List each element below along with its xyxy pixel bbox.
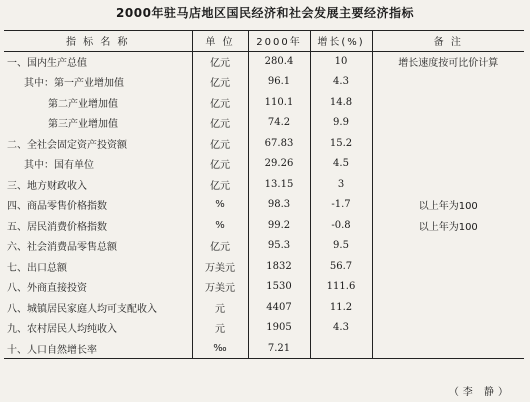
unit-cell: 亿元 — [192, 174, 248, 195]
growth-cell: -0.8 — [310, 215, 372, 236]
value-cell: 280.4 — [248, 51, 310, 72]
table-row — [4, 72, 524, 93]
header-indicator-name: 指 标 名 称 — [4, 31, 192, 52]
note-cell: 以上年为100 — [372, 215, 524, 236]
indicator-name: 三、地方财政收入 — [7, 180, 87, 192]
value-cell: 1530 — [248, 277, 310, 298]
table-row — [4, 236, 524, 257]
unit-cell: 亿元 — [192, 133, 248, 154]
note-cell — [372, 318, 524, 339]
table-row — [4, 256, 524, 277]
header-growth: 增长(%) — [310, 31, 372, 52]
header-year-2000: 2000年 — [248, 31, 310, 52]
value-cell: 1905 — [248, 318, 310, 339]
indicator-name: 六、社会消费品零售总额 — [7, 242, 117, 254]
note-cell: 以上年为100 — [372, 195, 524, 216]
value-cell: 95.3 — [248, 236, 310, 257]
note-cell — [372, 113, 524, 134]
growth-cell: 4.3 — [310, 318, 372, 339]
value-cell: 98.3 — [248, 195, 310, 216]
note-cell — [372, 133, 524, 154]
unit-cell: 元 — [192, 297, 248, 318]
growth-cell: 10 — [310, 51, 372, 72]
table-row — [4, 113, 524, 134]
note-cell — [372, 277, 524, 298]
note-cell — [372, 174, 524, 195]
table-header-row — [4, 31, 524, 52]
growth-cell: -1.7 — [310, 195, 372, 216]
growth-cell: 4.5 — [310, 154, 372, 175]
table-row — [4, 195, 524, 216]
unit-cell: ‰ — [192, 338, 248, 359]
indicator-name: 第三产业增加值 — [48, 119, 118, 131]
value-cell: 4407 — [248, 297, 310, 318]
note-cell — [372, 72, 524, 93]
unit-cell: 亿元 — [192, 154, 248, 175]
unit-cell: 万美元 — [192, 256, 248, 277]
unit-cell: 亿元 — [192, 51, 248, 72]
value-cell: 67.83 — [248, 133, 310, 154]
indicator-name: 一、国内生产总值 — [7, 58, 87, 69]
table-row — [4, 338, 524, 359]
value-cell: 7.21 — [248, 338, 310, 359]
indicator-name: 其中：国有单位 — [24, 160, 94, 172]
growth-cell: 4.3 — [310, 72, 372, 93]
indicator-name: 二、全社会固定资产投资额 — [7, 139, 127, 151]
header-unit: 单 位 — [192, 31, 248, 52]
growth-cell: 9.5 — [310, 236, 372, 257]
note-cell: 增长速度按可比价计算 — [372, 51, 524, 72]
growth-cell: 56.7 — [310, 256, 372, 277]
growth-cell — [310, 338, 372, 359]
unit-cell: 元 — [192, 318, 248, 339]
value-cell: 96.1 — [248, 72, 310, 93]
growth-cell: 11.2 — [310, 297, 372, 318]
table-row — [4, 318, 524, 339]
indicator-name: 第二产业增加值 — [48, 98, 118, 110]
table-row — [4, 277, 524, 298]
growth-cell: 15.2 — [310, 133, 372, 154]
growth-cell: 9.9 — [310, 113, 372, 134]
unit-cell: % — [192, 215, 248, 236]
unit-cell: 亿元 — [192, 72, 248, 93]
header-note: 备 注 — [372, 31, 524, 52]
indicator-name: 十、人口自然增长率 — [4, 338, 192, 359]
note-cell — [372, 154, 524, 175]
author-credit: （李 静） — [448, 387, 512, 398]
value-cell: 13.15 — [248, 174, 310, 195]
table-row — [4, 92, 524, 113]
indicator-name: 其中：第一产业增加值 — [24, 78, 124, 90]
indicator-name: 四、商品零售价格指数 — [7, 201, 107, 213]
note-cell — [372, 297, 524, 318]
indicator-name: 九、农村居民人均纯收入 — [7, 324, 117, 336]
table-row — [4, 51, 524, 72]
table-row — [4, 154, 524, 175]
value-cell: 74.2 — [248, 113, 310, 134]
table-row — [4, 215, 524, 236]
growth-cell: 3 — [310, 174, 372, 195]
indicator-name: 八、城镇居民家庭人均可支配收入 — [7, 303, 157, 315]
growth-cell: 111.6 — [310, 277, 372, 298]
indicator-name: 七、出口总额 — [7, 262, 67, 274]
unit-cell: 亿元 — [192, 92, 248, 113]
indicator-name: 八、外商直接投资 — [7, 283, 87, 295]
note-cell — [372, 236, 524, 257]
value-cell: 110.1 — [248, 92, 310, 113]
indicator-name: 五、居民消费价格指数 — [7, 221, 107, 233]
note-cell — [372, 92, 524, 113]
note-cell — [372, 256, 524, 277]
indicators-table — [4, 30, 524, 359]
value-cell: 29.26 — [248, 154, 310, 175]
table-row — [4, 297, 524, 318]
page-title: 2000年驻马店地区国民经济和社会发展主要经济指标 — [116, 6, 414, 20]
unit-cell: % — [192, 195, 248, 216]
unit-cell: 亿元 — [192, 113, 248, 134]
unit-cell: 万美元 — [192, 277, 248, 298]
note-cell — [372, 338, 524, 359]
table-row — [4, 133, 524, 154]
value-cell: 1832 — [248, 256, 310, 277]
value-cell: 99.2 — [248, 215, 310, 236]
unit-cell: 亿元 — [192, 236, 248, 257]
growth-cell: 14.8 — [310, 92, 372, 113]
table-row — [4, 174, 524, 195]
